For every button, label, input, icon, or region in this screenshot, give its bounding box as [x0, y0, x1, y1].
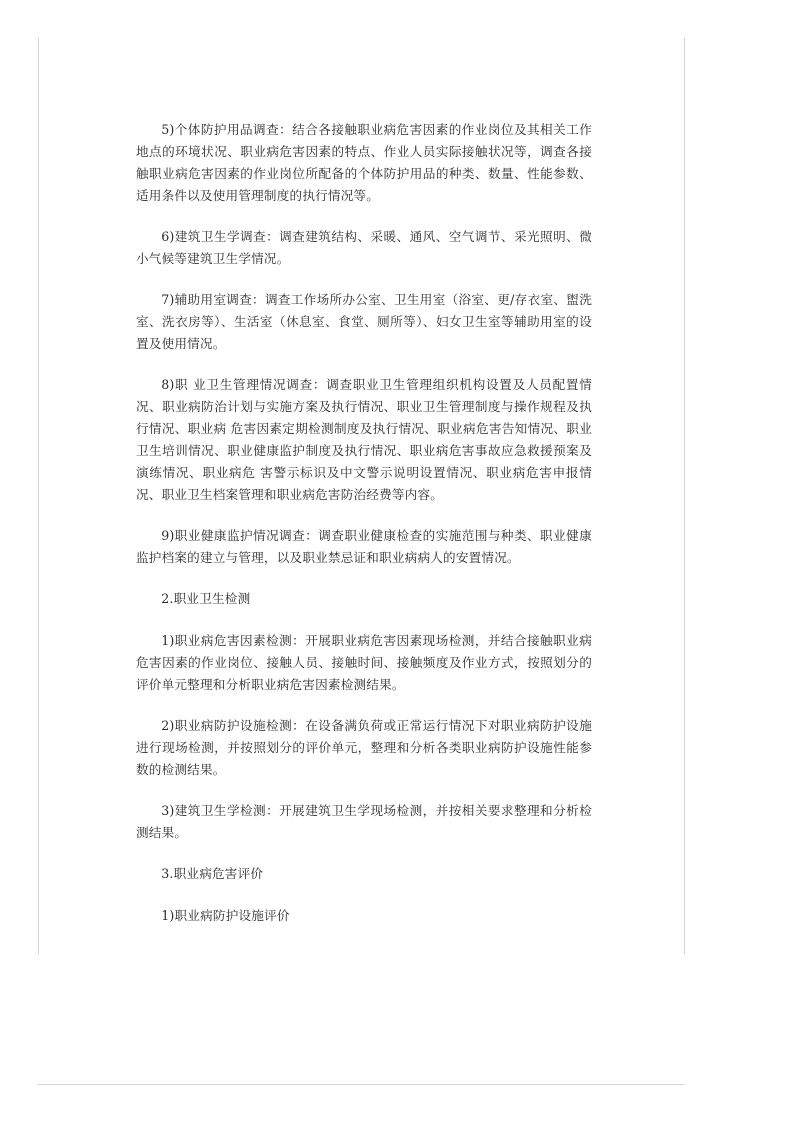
page-border-left: [38, 38, 39, 954]
paragraph-building-hygiene-survey: 6)建筑卫生学调查：调查建筑结构、采暖、通风、空气调节、采光照明、微小气候等建筑卫生学情况。: [136, 229, 592, 266]
paragraph-management-survey: 8)职 业卫生管理情况调查：调查职业卫生管理组织机构设置及人员配置情况、职业病防治计划与实施方案及执行情况、职业卫生管理制度与操作规程及执行情况、职业病 危害因素定期检测制度及执行情况、职业病危害告知情况、职业卫生培训情况、职业健康监护制度及执行情况、职业病危害事故应急救援预案及演练情况、职业病危 害警示标识及中文警示说明设置情况、职业病危害申报情况、职业卫生档案管理和职业病危害防治经费等内容。: [136, 377, 592, 502]
document-body: [136, 119, 592, 946]
paragraph-building-hygiene-detection: 3)建筑卫生学检测：开展建筑卫生学现场检测，并按相关要求整理和分析检测结果。: [136, 803, 592, 840]
page-border-right: [684, 38, 685, 954]
paragraph-hazard-detection: 1)职业病危害因素检测：开展职业病危害因素现场检测，并结合接触职业病危害因素的作业岗位、接触人员、接触时间、接触频度及作业方式，按照划分的评价单元整理和分析职业病危害因素检测结果。: [136, 633, 592, 692]
paragraph-auxiliary-rooms-survey: 7)辅助用室调查：调查工作场所办公室、卫生用室（浴室、更/存衣室、盥洗室、洗衣房等）、生活室（休息室、食堂、厕所等）、妇女卫生室等辅助用室的设置及使用情况。: [136, 292, 592, 351]
paragraph-protection-facility-detection: 2)职业病防护设施检测：在设备满负荷或正常运行情况下对职业病防护设施进行现场检测，并按照划分的评价单元，整理和分析各类职业病防护设施性能参数的检测结果。: [136, 718, 592, 777]
section-heading-detection: 2.职业卫生检测: [161, 591, 251, 606]
section-heading-evaluation: 3.职业病危害评价: [161, 866, 264, 881]
paragraph-ppe-survey: 5)个体防护用品调查：结合各接触职业病危害因素的作业岗位及其相关工作地点的环境状况、职业病危害因素的特点、作业人员实际接触状况等，调查各接触职业病危害因素的作业岗位所配备的个体防护用品的种类、数量、性能参数、适用条件以及使用管理制度的执行情况等。: [136, 122, 592, 203]
page-divider-bottom: [38, 1084, 684, 1085]
paragraph-health-monitoring-survey: 9)职业健康监护情况调查：调查职业健康检查的实施范围与种类、职业健康监护档案的建立与管理，以及职业禁忌证和职业病病人的安置情况。: [136, 528, 592, 565]
paragraph-protection-facility-evaluation: 1)职业病防护设施评价: [161, 908, 290, 923]
